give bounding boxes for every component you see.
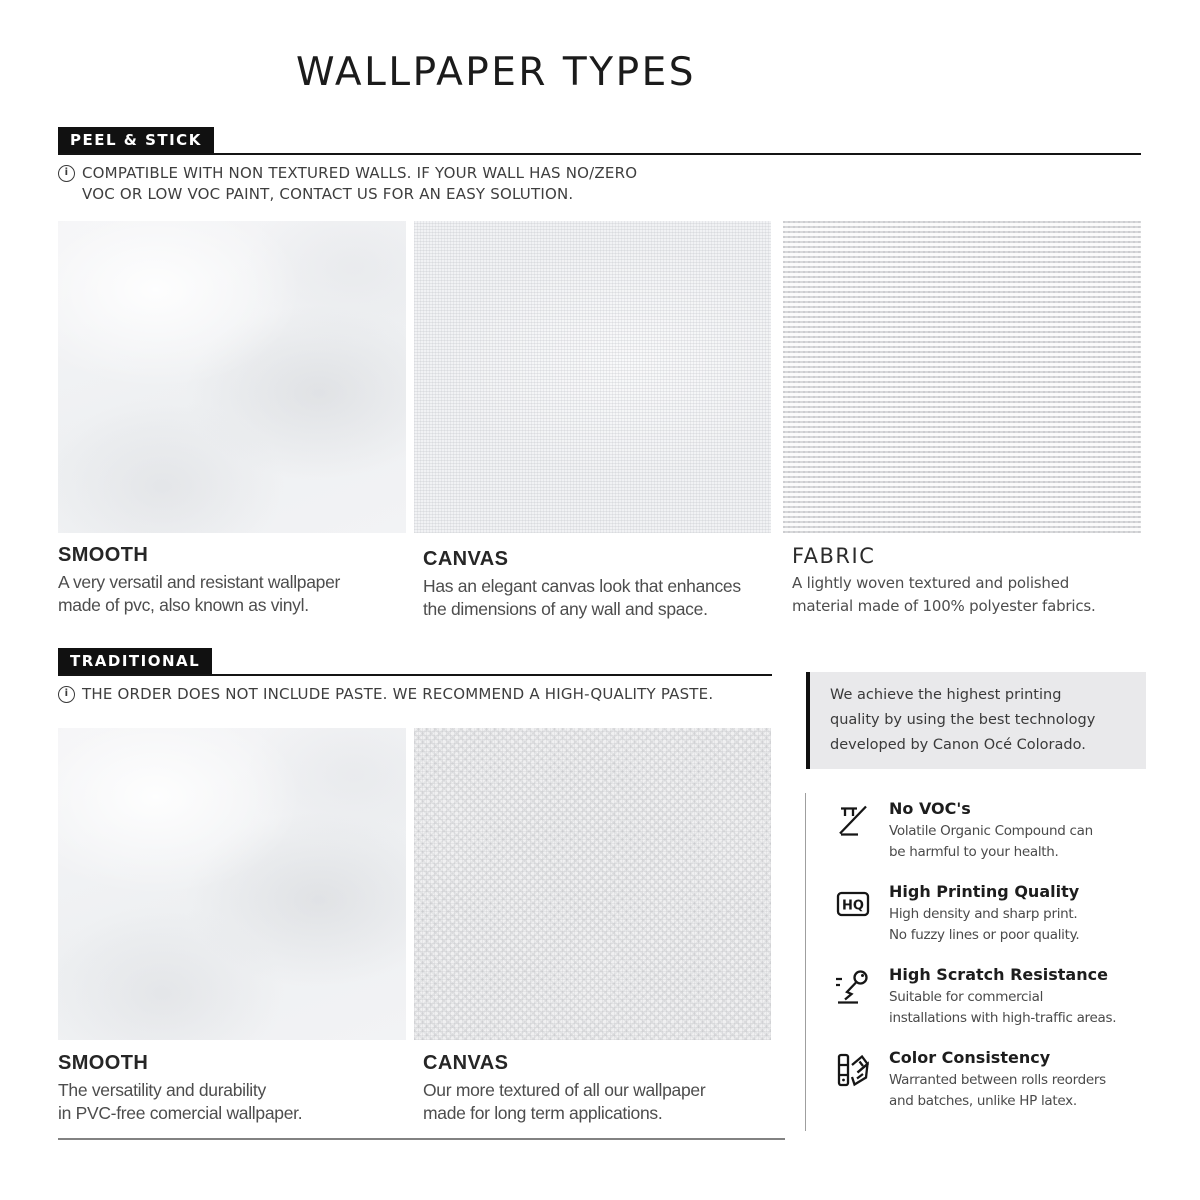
page-title: WALLPAPER TYPES [296, 50, 696, 95]
feature-text: High Scratch Resistance Suitable for commercial installations with high-traffic areas. [889, 965, 1117, 1026]
swatch-fabric-peel [783, 221, 1141, 533]
swatch-title: SMOOTH [58, 544, 149, 566]
printing-quality-quote: We achieve the highest printing quality by using the best technology developed by Canon Océ Colorado. [806, 672, 1146, 769]
feature-text: High Printing Quality High density and sharp print. No fuzzy lines or poor quality. [889, 882, 1080, 943]
feature-text: Color Consistency Warranted between rolls reorders and batches, unlike HP latex. [889, 1048, 1106, 1109]
feature-high-printing-quality [833, 882, 1155, 945]
color-swatchbook-icon [833, 1050, 873, 1090]
swatch-smooth-traditional [58, 728, 406, 1040]
caption-fabric-peel: FABRIC A lightly woven textured and polished material made of 100% polyester fabrics. [792, 544, 1152, 617]
caption-canvas-traditional: CANVAS Our more textured of all our wallpaper made for long term applications. [423, 1052, 773, 1125]
traditional-note-text: THE ORDER DOES NOT INCLUDE PASTE. WE RECOMMEND A HIGH-QUALITY PASTE. [82, 685, 714, 703]
swatch-smooth-peel [58, 221, 406, 533]
bottom-divider [58, 1138, 785, 1140]
traditional-note [58, 684, 713, 705]
caption-canvas-peel: CANVAS Has an elegant canvas look that enhances the dimensions of any wall and space. [423, 548, 773, 621]
svg-text:HQ: HQ [842, 898, 864, 914]
swatch-title: CANVAS [423, 1052, 509, 1074]
hq-icon [833, 884, 873, 924]
swatch-canvas-peel [414, 221, 771, 533]
scratch-key-icon [833, 967, 873, 1007]
traditional-badge: TRADITIONAL [58, 648, 212, 674]
peel-stick-badge: PEEL & STICK [58, 127, 214, 153]
peel-stick-section-rule [58, 127, 1141, 155]
swatch-title: FABRIC [792, 544, 876, 568]
swatch-title: CANVAS [423, 548, 509, 570]
peel-stick-note [58, 163, 637, 204]
no-voc-icon [833, 801, 873, 841]
caption-smooth-peel: SMOOTH A very versatil and resistant wallpaper made of pvc, also known as vinyl. [58, 544, 406, 617]
traditional-section-rule [58, 648, 772, 676]
info-icon [58, 686, 75, 703]
swatch-title: SMOOTH [58, 1052, 149, 1074]
feature-text: No VOC's Volatile Organic Compound can be harmful to your health. [889, 799, 1093, 860]
feature-list [805, 793, 1155, 1131]
caption-smooth-traditional: SMOOTH The versatility and durability in PVC-free comercial wallpaper. [58, 1052, 406, 1125]
feature-no-voc [833, 799, 1155, 862]
info-icon [58, 165, 75, 182]
feature-scratch-resistance [833, 965, 1155, 1028]
feature-color-consistency [833, 1048, 1155, 1111]
swatch-canvas-traditional [414, 728, 771, 1040]
peel-stick-note-text: COMPATIBLE WITH NON TEXTURED WALLS. IF YOUR WALL HAS NO/ZERO VOC OR LOW VOC PAINT, CONTACT US FOR AN EASY SOLUTION. [82, 164, 638, 203]
